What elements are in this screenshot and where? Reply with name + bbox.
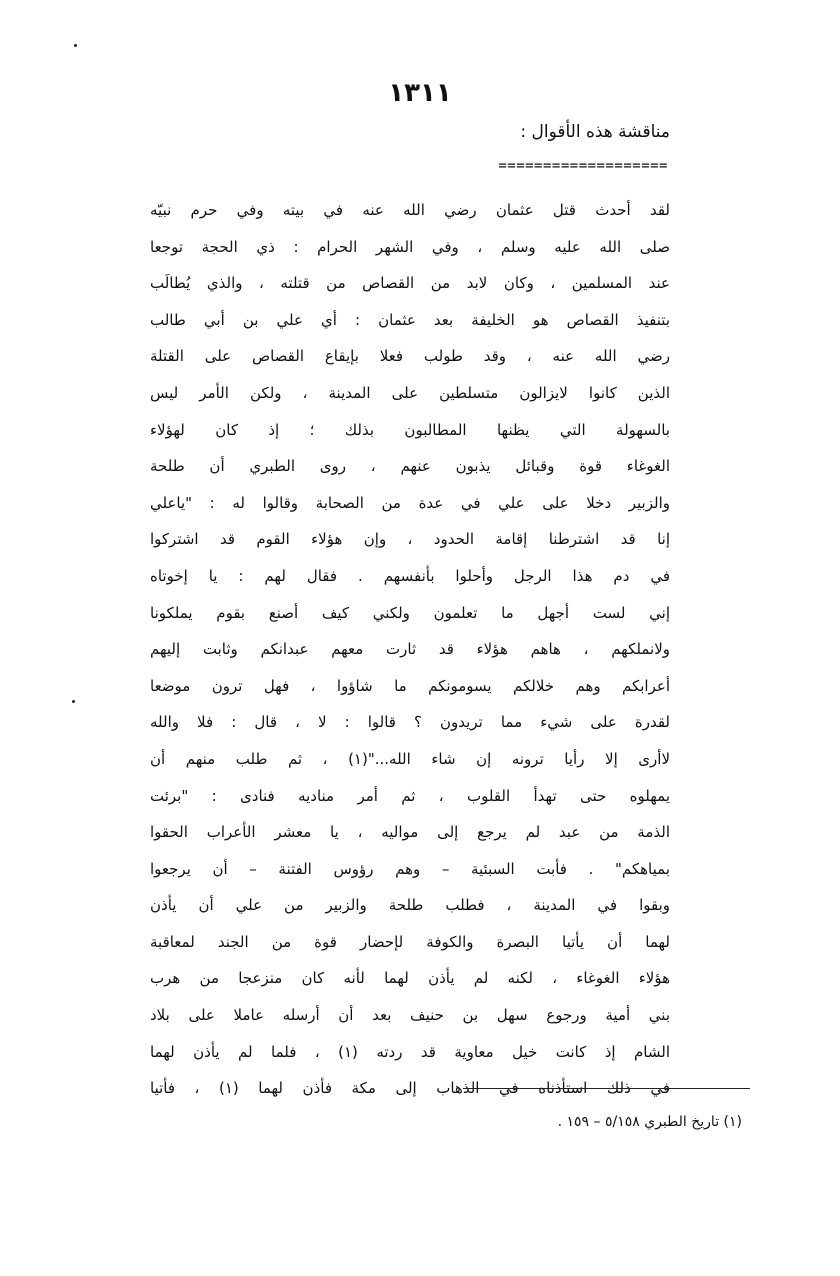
text-line: إني لست أجهل ما تعلمون ولكني كيف أصنع بقوم يملكونا: [150, 603, 670, 622]
text-line: بالسهولة التي يظنها المطالبون بذلك ؛ إذ كان لهؤلاء: [150, 420, 670, 439]
text-line: لقد أحدث قتل عثمان رضي الله عنه في بيته وفي حرم نبيّه: [150, 201, 670, 219]
text-line: عند المسلمين ، وكان لابد من القصاص من قتلته ، والذي يُطالَب: [150, 274, 670, 293]
text-line: رضي الله عنه ، وقد طولب فعلا بإيقاع القصاص على القتلة: [150, 347, 670, 366]
title-underline: ===================: [498, 158, 668, 174]
text-line: في دم هذا الرجل وأحلوا بأنفسهم . فقال لهم : يا إخوتاه: [150, 566, 670, 585]
text-line: لقدرة على شيء مما تريدون ؟ قالوا : لا ، قال : فلا والله: [150, 713, 670, 732]
text-line: والزبير دخلا على علي في عدة من الصحابة وقالوا له : "ياعلي: [150, 493, 670, 512]
text-line: بمياهكم" . فأبت السبئية – وهم رؤوس الفتنة – أن يرجعوا: [150, 859, 670, 878]
text-line: لهما أن يأتيا البصرة والكوفة لإحضار قوة من الجند لمعاقبة: [150, 932, 670, 951]
text-line: بتنفيذ القصاص هو الخليفة بعد عثمان : أي علي بن أبي طالب: [150, 310, 670, 329]
footnote: (١) تاريخ الطبري ٥/١٥٨ – ١٥٩ .: [557, 1114, 742, 1130]
text-line: في ذلك استأذناه في الذهاب إلى مكة فأذن لهما (١) ، فأتيا: [150, 1079, 670, 1098]
page-number: ١٣١١: [388, 78, 452, 108]
text-line: الغوغاء قوة وقبائل يذبون عنهم ، روى الطبري أن طلحة: [150, 457, 670, 476]
text-line: صلى الله عليه وسلم ، وفي الشهر الحرام : ذي الحجة توجعا: [150, 237, 670, 256]
text-line: الشام إذ كانت خيل معاوية قد ردته (١) ، فلما لم يأذن لهما: [150, 1042, 670, 1061]
scan-speck: [74, 44, 77, 47]
text-line: الذين كانوا لايزالون متسلطين على المدينة ، ولكن الأمر ليس: [150, 383, 670, 402]
text-line: لاأرى إلا رأيا ترونه إن شاء الله..."(١) ، ثم طلب منهم أن: [150, 749, 670, 768]
text-line: الذمة من عبد لم يرجع إلى مواليه ، يا معشر الأعراب الحقوا: [150, 823, 670, 842]
text-line: أعرابكم وهم خلالكم يسومونكم ما شاؤوا ، فهل ترون موضعا: [150, 676, 670, 695]
text-line: وبقوا في المدينة ، فطلب طلحة والزبير من علي أن يأذن: [150, 896, 670, 915]
text-line: ولانملكهم ، هاهم هؤلاء قد ثارت معهم عبدانكم وثابت إليهم: [150, 640, 670, 659]
scan-speck: [72, 700, 75, 703]
body-text: [150, 192, 670, 1107]
section-title: مناقشة هذه الأقوال :: [520, 122, 670, 142]
text-line: بني أمية ورجوع سهل بن حنيف بعد أن أرسله عاملا على بلاد: [150, 1006, 670, 1025]
footnote-divider: [463, 1088, 750, 1089]
text-line: يمهلوه حتى تهدأ القلوب ، ثم أمر مناديه فنادى : "برئت: [150, 786, 670, 805]
text-line: هؤلاء الغوغاء ، لكنه لم يأذن لهما لأنه كان منزعجا من هرب: [150, 969, 670, 988]
text-line: إنا قد اشترطنا إقامة الحدود ، وإن هؤلاء القوم قد اشتركوا: [150, 530, 670, 549]
